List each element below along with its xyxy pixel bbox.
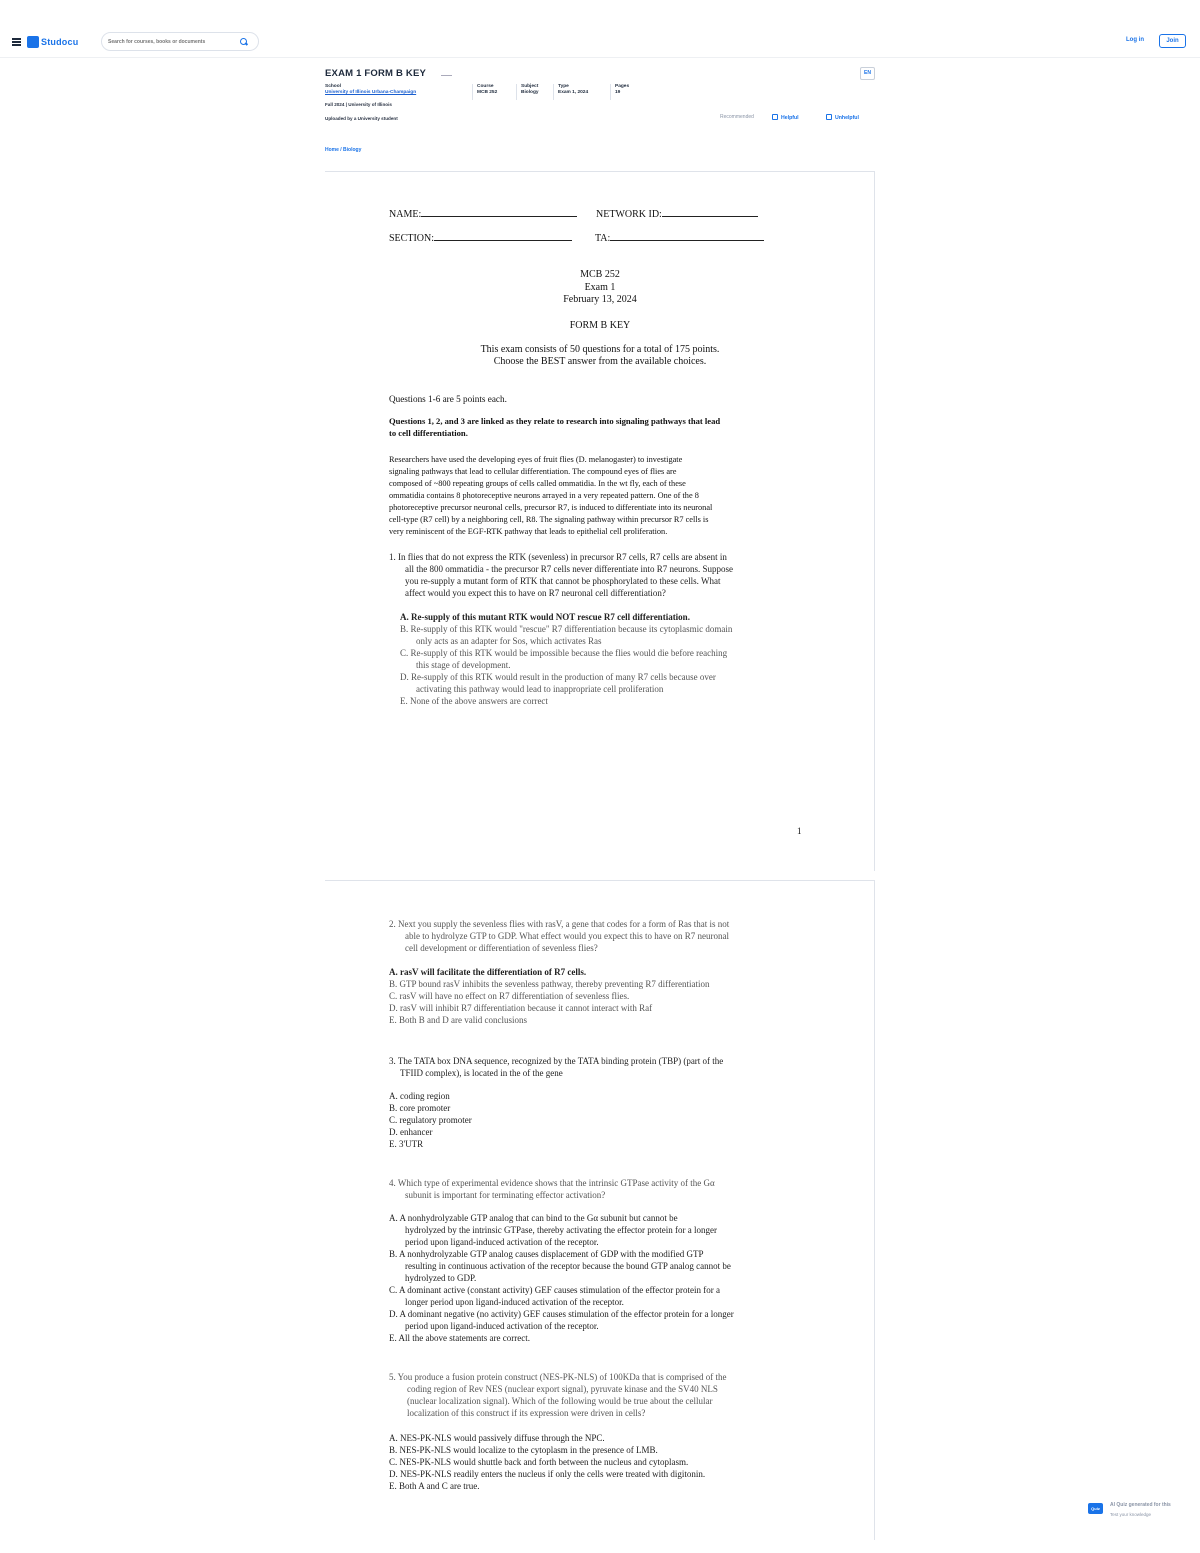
- pages-label: Pages: [615, 84, 630, 89]
- network-field: [596, 209, 758, 220]
- network-label: NETWORK ID:: [596, 209, 662, 220]
- course-value[interactable]: MCB 252: [477, 90, 498, 95]
- name-label: NAME:: [389, 209, 422, 220]
- q3-option-d: D. enhancer: [389, 1127, 433, 1137]
- q4-option-b-cont: resulting in continuous activation of the receptor because the bound GTP analog cannot be: [405, 1261, 731, 1271]
- meta-divider: [516, 84, 517, 100]
- language-badge[interactable]: EN: [860, 67, 875, 80]
- network-blank: [662, 216, 758, 217]
- question-2-line: cell development or differentiation of sevenless flies?: [405, 943, 598, 953]
- question-1-line: 1. In flies that do not express the RTK (sevenless) in precursor R7 cells, R7 cells are absent in: [389, 552, 727, 562]
- question-2-line: 2. Next you supply the sevenless flies with rasV, a gene that codes for a form of Ras that is not: [389, 919, 730, 929]
- quiz-badge-subtitle: Test your knowledge: [1110, 1512, 1152, 1517]
- document-page-2: [325, 880, 875, 1540]
- breadcrumb[interactable]: Home / Biology: [325, 147, 362, 153]
- q4-answer-a: A. A nonhydrolyzable GTP analog that can bind to the Gα subunit but cannot be: [389, 1213, 678, 1223]
- login-link[interactable]: Log in: [1126, 37, 1144, 43]
- intro-line: composed of ~800 repeating groups of cells called ommatidia. In the wt fly, each of these: [389, 479, 686, 488]
- question-5-line: localization of this construct if its expression were driven in cells?: [407, 1408, 646, 1418]
- meta-type: [558, 84, 588, 96]
- school-label: School: [325, 84, 341, 89]
- logo-icon: [27, 36, 39, 48]
- unhelpful-button[interactable]: [826, 114, 859, 121]
- document-title: EXAM 1 FORM B KEY: [325, 68, 427, 79]
- q1-option-e: E. None of the above answers are correct: [400, 696, 548, 706]
- q5-option-a: A. NES-PK-NLS would passively diffuse through the NPC.: [389, 1433, 605, 1443]
- recommended-label: Recommended: [720, 114, 754, 120]
- meta-school: [325, 84, 416, 96]
- helpful-label: Helpful: [781, 115, 799, 121]
- menu-icon[interactable]: [12, 38, 21, 45]
- meta-divider: [553, 84, 554, 100]
- question-5-line: coding region of Rev NES (nuclear export signal), pyruvate kinase and the SV40 NLS: [407, 1384, 718, 1394]
- question-2-line: able to hydrolyze GTP to GDP. What effect would you expect this to have on R7 neuronal: [405, 931, 730, 941]
- search-icon[interactable]: [240, 38, 248, 46]
- q4-answer-a-cont: hydrolyzed by the intrinsic GTPase, thereby activating the effector protein for a longer: [405, 1225, 717, 1235]
- q4-answer-a-cont: period upon ligand-induced activation of the receptor.: [405, 1237, 599, 1247]
- linked-note-2: to cell differentiation.: [389, 428, 468, 438]
- q5-option-b: B. NES-PK-NLS would localize to the cytoplasm in the presence of LMB.: [389, 1445, 658, 1455]
- ta-field: [595, 233, 764, 244]
- school-link[interactable]: University of Illinois Urbana-Champaign: [325, 90, 417, 95]
- meta-pages: [615, 84, 629, 96]
- q4-option-c: C. A dominant active (constant activity) GEF causes stimulation of the effector protein for a: [389, 1285, 720, 1295]
- q5-option-d: D. NES-PK-NLS readily enters the nucleus if only the cells were treated with digitonin.: [389, 1469, 706, 1479]
- document-page-1: [325, 171, 875, 871]
- page-number: 1: [797, 826, 802, 836]
- q2-option-e: E. Both B and D are valid conclusions: [389, 1015, 527, 1025]
- question-3-line: 3. The TATA box DNA sequence, recognized by the TATA binding protein (TBP) (part of the: [389, 1056, 724, 1066]
- exam-info-1: This exam consists of 50 questions for a total of 175 points.: [480, 344, 720, 355]
- q3-answer-b: B. core promoter: [389, 1103, 451, 1113]
- q2-option-c: C. rasV will have no effect on R7 differentiation of sevenless flies.: [389, 991, 630, 1001]
- q4-option-c-cont: longer period upon ligand-induced activation of the receptor.: [405, 1297, 624, 1307]
- q5-option-e: E. Both A and C are true.: [389, 1481, 480, 1491]
- type-label: Type: [558, 84, 569, 89]
- school-subtitle: Fall 2024 | University of Illinois: [325, 102, 392, 107]
- intro-line: cell-type (R7 cell) by a neighboring cell, R8. The signaling pathway within precursor R7 cells is: [389, 515, 709, 524]
- logo-text: Studocu: [41, 36, 79, 47]
- meta-course: [477, 84, 497, 96]
- section-blank: [434, 240, 572, 241]
- page-corner: [861, 171, 875, 176]
- question-4-line: subunit is important for terminating effector activation?: [405, 1190, 606, 1200]
- q3-option-e: E. 3'UTR: [389, 1139, 424, 1149]
- unhelpful-label: Unhelpful: [835, 115, 859, 121]
- question-1-line: affect would you expect this to have on R7 neuronal cell differentiation?: [405, 588, 666, 598]
- intro-line: very reminiscent of the EGF-RTK pathway that leads to epithelial cell proliferation.: [389, 527, 668, 536]
- type-value: Exam 1, 2024: [558, 90, 589, 95]
- meta-subject: [521, 84, 539, 96]
- q4-option-e: E. All the above statements are correct.: [389, 1333, 530, 1343]
- linked-note-1: Questions 1, 2, and 3 are linked as they relate to research into signaling pathways that lead: [389, 416, 721, 426]
- exam-date: February 13, 2024: [563, 294, 637, 305]
- q4-option-d: D. A dominant negative (no activity) GEF causes stimulation of the effector protein for a longer: [389, 1309, 734, 1319]
- helpful-button[interactable]: [772, 114, 799, 121]
- ta-label: TA:: [595, 233, 611, 244]
- q5-answer-c: C. NES-PK-NLS would shuttle back and forth between the nucleus and cytoplasm.: [389, 1457, 689, 1467]
- section-label: SECTION:: [389, 233, 434, 244]
- q4-option-d-cont: period upon ligand-induced activation of the receptor.: [405, 1321, 599, 1331]
- question-1-line: all the 800 ommatidia - the precursor R7 cells never differentiate into R7 neurons. Suppose: [405, 564, 733, 574]
- exam-course: MCB 252: [580, 269, 620, 280]
- ta-blank: [610, 240, 764, 241]
- page-corner: [861, 880, 875, 885]
- search-box[interactable]: [101, 32, 259, 51]
- intro-line: signaling pathways that lead to cellular differentiation. The compound eyes of flies are: [389, 467, 677, 476]
- q3-option-c: C. regulatory promoter: [389, 1115, 472, 1125]
- search-input[interactable]: [108, 39, 240, 45]
- q2-answer-a: A. rasV will facilitate the differentiation of R7 cells.: [389, 967, 587, 977]
- q1-option-d-cont: activating this pathway would lead to inappropriate cell proliferation: [416, 684, 664, 694]
- uploaded-by: Uploaded by a University student: [325, 116, 398, 121]
- q2-option-b: B. GTP bound rasV inhibits the sevenless pathway, thereby preventing R7 differentiation: [389, 979, 710, 989]
- question-3-line: TFIID complex), is located in the of the gene: [400, 1068, 563, 1078]
- top-bar: [0, 0, 1200, 58]
- exam-form: FORM B KEY: [569, 320, 631, 331]
- pages-value: 19: [615, 90, 621, 95]
- site-logo[interactable]: [27, 35, 78, 48]
- question-1-line: you re-supply a mutant form of RTK that cannot be phosphorylated to these cells. What: [405, 576, 721, 586]
- q1-option-c-cont: this stage of development.: [416, 660, 511, 670]
- exam-number: Exam 1: [584, 282, 616, 293]
- question-5-line: (nuclear localization signal). Which of the following would be true about the cellular: [407, 1396, 713, 1406]
- q4-option-b: B. A nonhydrolyzable GTP analog causes displacement of GDP with the modified GTP: [389, 1249, 704, 1259]
- subject-value: Biology: [521, 90, 539, 95]
- question-4-line: 4. Which type of experimental evidence shows that the intrinsic GTPase activity of the Gα: [389, 1178, 715, 1188]
- question-5-line: 5. You produce a fusion protein construct (NES-PK-NLS) of 100KDa that is comprised of the: [389, 1372, 727, 1382]
- intro-line: photoreceptive precursor neuronal cells, precursor R7, is induced to differentiate into its neuronal: [389, 503, 713, 512]
- q1-option-b: B. Re-supply of this RTK would "rescue" R7 differentiation because its cytoplasmic domain: [400, 624, 733, 634]
- points-note: Questions 1-6 are 5 points each.: [389, 394, 507, 404]
- q2-option-d: D. rasV will inhibit R7 differentiation because it cannot interact with Raf: [389, 1003, 653, 1013]
- quiz-icon[interactable]: Quiz: [1088, 1503, 1103, 1514]
- name-field: [389, 209, 577, 220]
- q1-answer-a: A. Re-supply of this mutant RTK would NOT rescue R7 cell differentiation.: [400, 612, 690, 622]
- subject-label: Subject: [521, 84, 539, 89]
- q4-option-b-cont: hydrolyzed to GDP.: [405, 1273, 477, 1283]
- meta-divider: [610, 84, 611, 100]
- q1-option-b-cont: only acts as an adapter for Sos, which activates Ras: [416, 636, 602, 646]
- intro-line: ommatidia contains 8 photoreceptive neurons arrayed in a very repeated pattern. One of the 8: [389, 491, 699, 500]
- edit-icon[interactable]: [441, 72, 452, 76]
- intro-line: Researchers have used the developing eyes of fruit flies (D. melanogaster) to investigate: [389, 455, 683, 464]
- thumbs-down-icon: [826, 114, 832, 120]
- thumbs-up-icon: [772, 114, 778, 120]
- exam-info-2: Choose the BEST answer from the available choices.: [493, 356, 707, 367]
- meta-divider: [472, 84, 473, 100]
- name-blank: [421, 216, 577, 217]
- q1-option-d: D. Re-supply of this RTK would result in the production of many R7 cells because over: [400, 672, 716, 682]
- q3-option-a: A. coding region: [389, 1091, 450, 1101]
- course-label: Course: [477, 84, 494, 89]
- join-button[interactable]: Join: [1159, 34, 1186, 48]
- q1-option-c: C. Re-supply of this RTK would be impossible because the flies would die before reaching: [400, 648, 728, 658]
- quiz-badge-title[interactable]: AI Quiz generated for this: [1110, 1502, 1171, 1508]
- section-field: [389, 233, 572, 244]
